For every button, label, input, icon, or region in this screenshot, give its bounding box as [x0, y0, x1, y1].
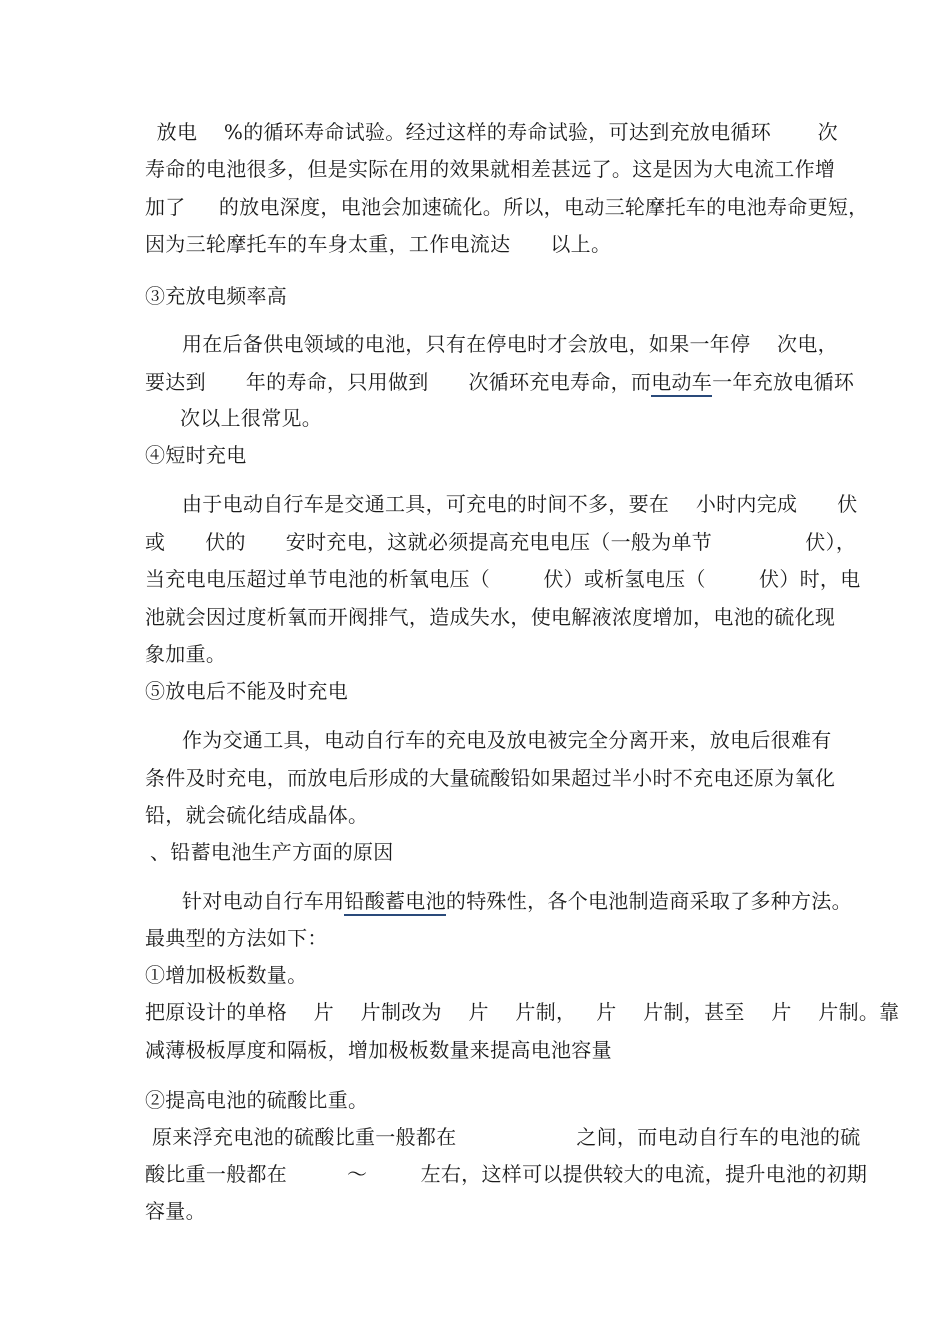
paragraph-4-line-2: 或 伏的 安时充电，这就必须提高充电电压（一般为单节 伏），	[145, 530, 857, 554]
paragraph-4-line-4: 池就会因过度析氧而开阀排气，造成失水，使电解液浓度增加，电池的硫化现	[145, 605, 836, 629]
paragraph-7-line-1: 把原设计的单格 片 片制改为 片 片制， 片 片制，甚至 片 片制。靠	[145, 1000, 900, 1024]
paragraph-1-line-1: 放电 %的循环寿命试验。经过这样的寿命试验，可达到充放电循环 次	[150, 120, 838, 144]
paragraph-8-line-3: 容量。	[145, 1199, 206, 1223]
paragraph-1-line-2: 寿命的电池很多，但是实际在用的效果就相差甚远了。这是因为大电流工作增	[145, 157, 836, 181]
paragraph-4-line-3: 当充电电压超过单节电池的析氧电压（ 伏）或析氢电压（ 伏）时，电	[145, 567, 861, 591]
paragraph-1-line-3: 加了 的放电深度，电池会加速硫化。所以，电动三轮摩托车的电池寿命更短，	[145, 195, 869, 219]
paragraph-5-line-1: 作为交通工具，电动自行车的充电及放电被完全分离开来，放电后很难有	[182, 728, 832, 752]
paragraph-3-line-2-text-a: 要达到 年的寿命，只用做到 次循环充电寿命，而	[145, 370, 652, 394]
heading-method-2: ②提高电池的硫酸比重。	[145, 1088, 369, 1112]
paragraph-6-line-1-text-a: 针对电动自行车用	[182, 889, 345, 913]
section-heading-production: 、铅蓄电池生产方面的原因	[150, 840, 394, 864]
paragraph-8-line-1: 原来浮充电池的硫酸比重一般都在 之间，而电动自行车的电池的硫	[152, 1125, 861, 1149]
paragraph-4-line-1: 由于电动自行车是交通工具，可充电的时间不多，要在 小时内完成 伏	[182, 492, 858, 516]
paragraph-7-line-2: 减薄极板厚度和隔板，增加极板数量来提高电池容量	[145, 1038, 612, 1062]
paragraph-6-line-1	[182, 889, 852, 913]
paragraph-3-line-2-text-b: 一年充放电循环	[712, 370, 855, 394]
paragraph-4-line-5: 象加重。	[145, 642, 227, 666]
heading-method-1: ①增加极板数量。	[145, 963, 308, 987]
heading-late-charge: ⑤放电后不能及时充电	[145, 679, 348, 703]
paragraph-8-line-2: 酸比重一般都在 ～ 左右，这样可以提供较大的电流，提升电池的初期	[145, 1162, 868, 1186]
heading-charge-frequency: ③充放电频率高	[145, 284, 288, 308]
paragraph-6-line-2: 最典型的方法如下：	[145, 926, 328, 950]
paragraph-3-line-1: 用在后备供电领域的电池，只有在停电时才会放电，如果一年停 次电，	[182, 332, 838, 356]
paragraph-5-line-3: 铅，就会硫化结成晶体。	[145, 803, 369, 827]
paragraph-5-line-2: 条件及时充电，而放电后形成的大量硫酸铅如果超过半小时不充电还原为氧化	[145, 766, 836, 790]
heading-short-charge: ④短时充电	[145, 443, 247, 467]
paragraph-6-line-1-text-b: 的特殊性，各个电池制造商采取了多种方法。	[445, 889, 852, 913]
paragraph-1-line-4: 因为三轮摩托车的车身太重，工作电流达 以上。	[145, 232, 612, 256]
paragraph-3-line-3: 次以上很常见。	[180, 406, 323, 430]
electric-vehicle-link[interactable]: 电动车	[651, 370, 712, 397]
lead-acid-battery-link[interactable]: 铅酸蓄电池	[344, 889, 446, 916]
paragraph-3-line-2	[145, 370, 854, 394]
